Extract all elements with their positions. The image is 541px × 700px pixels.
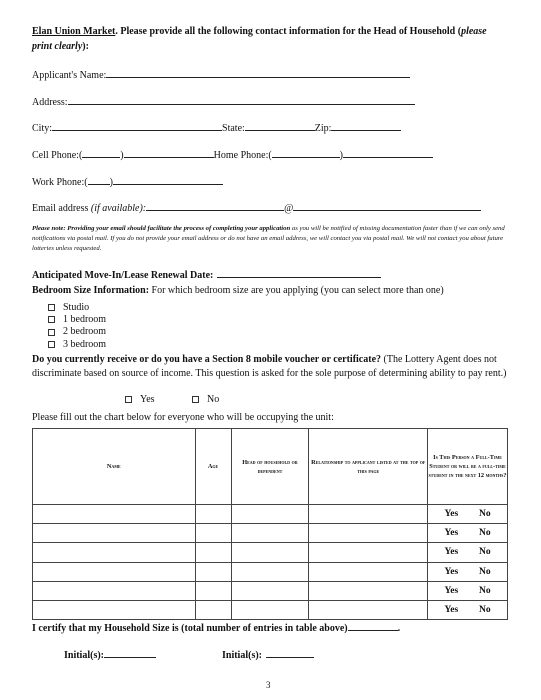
option-2br	[48, 326, 106, 338]
cell-name[interactable]	[33, 505, 196, 524]
option-1br	[48, 314, 106, 326]
address-row	[32, 94, 415, 108]
certify-text: I certify that my Household Size is (total number of entries in table above)	[32, 623, 348, 634]
checkbox-section8-yes[interactable]	[125, 396, 132, 403]
student-no[interactable]: No	[478, 509, 491, 520]
applicant-name-row	[32, 67, 410, 81]
certify-row	[32, 620, 400, 634]
section8-yes-label: Yes	[140, 394, 155, 405]
city-state-zip-row	[32, 120, 401, 134]
checkbox-3br[interactable]	[48, 341, 55, 348]
page-number: 3	[266, 680, 271, 690]
move-in-field[interactable]	[217, 267, 381, 278]
student-yes[interactable]: Yes	[444, 585, 459, 596]
header-name: Name	[33, 429, 196, 505]
table-row	[33, 581, 508, 600]
initials-label-2: Initial(s):	[222, 650, 262, 661]
header-relationship: Relationship to applicant listed at the top of this page	[309, 429, 428, 505]
work-phone-field[interactable]	[113, 174, 223, 185]
option-2br-label: 2 bedroom	[63, 326, 107, 338]
cell-phone-field[interactable]	[124, 147, 214, 158]
initials-field-2[interactable]	[266, 647, 314, 658]
home-phone-label: Home Phone:(	[213, 150, 272, 161]
cell-name[interactable]	[33, 524, 196, 543]
cell-name[interactable]	[33, 562, 196, 581]
table-header-row	[33, 429, 508, 505]
home-phone-field[interactable]	[343, 147, 433, 158]
student-no[interactable]: No	[478, 547, 491, 558]
checkbox-studio[interactable]	[48, 304, 55, 311]
zip-field[interactable]	[331, 120, 401, 131]
checkbox-2br[interactable]	[48, 329, 55, 336]
note-bold: Please note: Providing your email should facilitate the process of completing your application	[32, 225, 291, 232]
cell-age[interactable]	[195, 581, 231, 600]
header-age: Age	[195, 429, 231, 505]
student-no[interactable]: No	[478, 605, 491, 616]
cell-relationship[interactable]	[309, 543, 428, 562]
address-label: Address:	[32, 97, 68, 108]
chart-intro: Please fill out the chart below for everyone who will be occupying the unit:	[32, 412, 334, 423]
intro-italic: please print clearly	[32, 26, 487, 52]
student-yes[interactable]: Yes	[444, 566, 459, 577]
email-user-field[interactable]	[146, 200, 284, 211]
cell-relationship[interactable]	[309, 524, 428, 543]
household-table	[32, 428, 508, 620]
section8-no-label: No	[207, 394, 220, 405]
cell-head[interactable]	[231, 524, 309, 543]
cell-relationship[interactable]	[309, 562, 428, 581]
certify-end: .	[397, 623, 401, 634]
cell-student	[428, 543, 508, 562]
student-yes[interactable]: Yes	[444, 605, 459, 616]
email-label-italic: (if available):	[90, 203, 147, 214]
cell-age[interactable]	[195, 524, 231, 543]
section8-question	[32, 353, 508, 380]
cell-head[interactable]	[231, 505, 309, 524]
table-row	[33, 524, 508, 543]
cell-head[interactable]	[231, 543, 309, 562]
intro-paragraph	[32, 24, 502, 54]
table-row	[33, 543, 508, 562]
checkbox-1br[interactable]	[48, 316, 55, 323]
applicant-name-field[interactable]	[106, 67, 410, 78]
cell-student	[428, 562, 508, 581]
move-in-label: Anticipated Move-In/Lease Renewal Date:	[32, 270, 214, 281]
email-row	[32, 200, 481, 214]
section8-yes	[125, 394, 155, 405]
cell-phone-label: Cell Phone:(	[32, 150, 83, 161]
cell-relationship[interactable]	[309, 600, 428, 619]
header-student: Is This Person a Full-Time Student or will be a full-time student in the next 12 months?	[428, 429, 508, 505]
checkbox-section8-no[interactable]	[192, 396, 199, 403]
cell-student	[428, 505, 508, 524]
household-size-field[interactable]	[348, 620, 398, 631]
bedroom-question: For which bedroom size are you applying (you can select more than one)	[149, 285, 444, 296]
work-phone-area-field[interactable]	[88, 174, 110, 185]
bedroom-row	[32, 285, 444, 296]
note-rest: as you will be notified of missing documentation faster than if we can only send notifications via postal mail. If you do not provide your email address or do not have an email address, we will contact you via postal mail. We will not contact you about future lotteries unless requested.	[32, 225, 505, 252]
cell-student	[428, 581, 508, 600]
option-1br-label: 1 bedroom	[63, 314, 107, 326]
student-no[interactable]: No	[478, 528, 491, 539]
option-studio	[48, 302, 106, 314]
intro-text: . Please provide all the following contact information for the Head of Household (	[115, 26, 462, 37]
cell-phone-area-field[interactable]	[82, 147, 120, 158]
section8-rest: (The Lottery Agent does not discriminate based on source of income. This question is asked for the sole purpose of determining ability to pay rent.)	[32, 354, 507, 379]
cell-head[interactable]	[231, 562, 309, 581]
applicant-name-label: Applicant's Name:	[32, 70, 107, 81]
initials-row-1	[64, 647, 156, 661]
bedroom-label: Bedroom Size Information:	[32, 285, 150, 296]
bedroom-options	[48, 302, 106, 351]
cell-age[interactable]	[195, 600, 231, 619]
cell-age[interactable]	[195, 505, 231, 524]
student-no[interactable]: No	[478, 585, 491, 596]
address-field[interactable]	[68, 94, 415, 105]
option-studio-label: Studio	[63, 302, 90, 313]
initials-label-1: Initial(s):	[64, 650, 104, 661]
email-domain-field[interactable]	[293, 200, 481, 211]
zip-label: Zip:	[314, 123, 332, 134]
cell-name[interactable]	[33, 581, 196, 600]
email-at: @	[284, 203, 294, 214]
email-label: Email address	[32, 203, 91, 214]
state-label: State:	[222, 123, 245, 134]
phone-row: Cell Phone:( ) Home Phone:( )	[32, 147, 433, 161]
section8-no	[192, 394, 219, 405]
table-row	[33, 505, 508, 524]
cell-head[interactable]	[231, 600, 309, 619]
header-head: Head of household or dependent	[231, 429, 309, 505]
cell-head[interactable]	[231, 581, 309, 600]
market-name: Elan Union Market	[32, 26, 116, 37]
option-3br-label: 3 bedroom	[63, 338, 107, 350]
work-phone-row: Work Phone:( )	[32, 174, 223, 188]
state-field[interactable]	[245, 120, 315, 131]
city-field[interactable]	[52, 120, 222, 131]
student-yes[interactable]: Yes	[444, 528, 459, 539]
initials-field-1[interactable]	[104, 647, 156, 658]
section8-bold: Do you currently receive or do you have a Section 8 mobile voucher or certificate?	[32, 354, 382, 365]
cell-age[interactable]	[195, 562, 231, 581]
student-yes[interactable]: Yes	[444, 547, 459, 558]
work-phone-label: Work Phone:(	[32, 177, 88, 188]
email-note	[32, 224, 507, 254]
cell-student	[428, 524, 508, 543]
table-row	[33, 562, 508, 581]
cell-age[interactable]	[195, 543, 231, 562]
initials-row-2	[222, 647, 314, 661]
table-row	[33, 600, 508, 619]
cell-relationship[interactable]	[309, 581, 428, 600]
intro-end: ):	[82, 41, 89, 52]
cell-relationship[interactable]	[309, 505, 428, 524]
cell-student	[428, 600, 508, 619]
move-in-row	[32, 267, 381, 281]
student-no[interactable]: No	[478, 566, 491, 577]
option-3br	[48, 339, 106, 351]
cell-name[interactable]	[33, 600, 196, 619]
student-yes[interactable]: Yes	[444, 509, 459, 520]
home-phone-area-field[interactable]	[272, 147, 340, 158]
cell-name[interactable]	[33, 543, 196, 562]
city-label: City:	[32, 123, 53, 134]
